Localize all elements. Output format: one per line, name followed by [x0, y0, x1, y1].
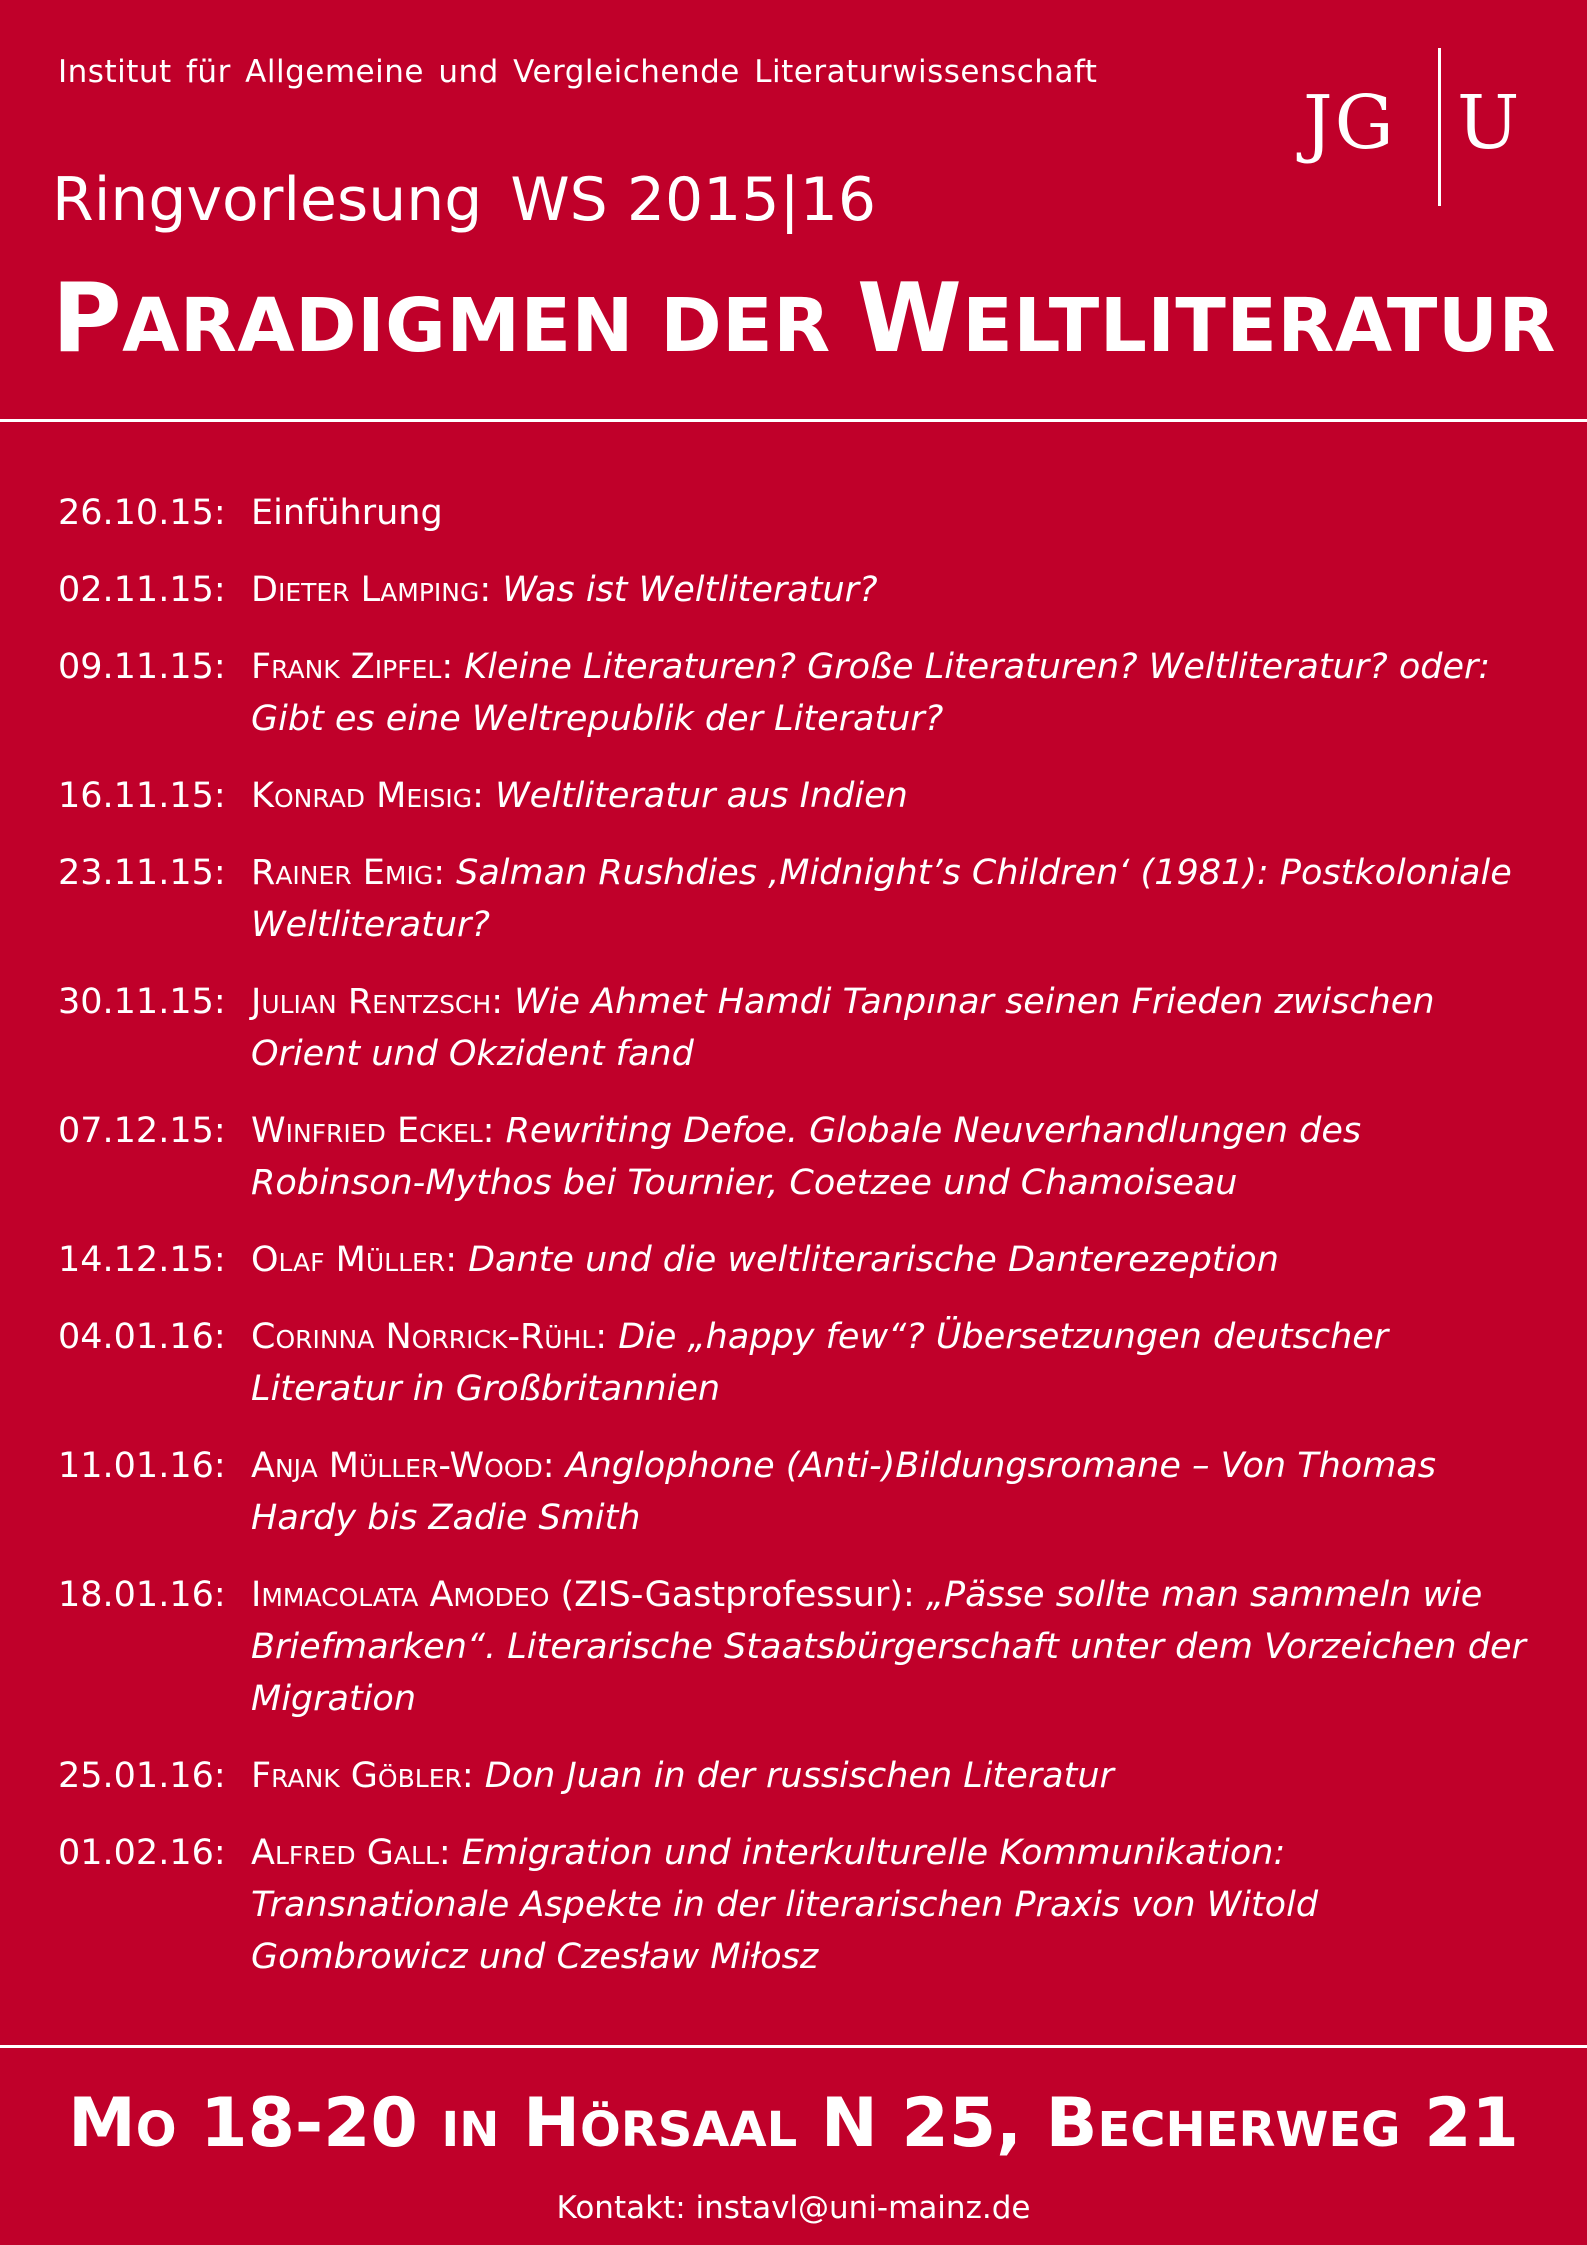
schedule-entry: [58, 1234, 1528, 1286]
entry-text: :: [441, 647, 465, 687]
entry-details: [251, 487, 1528, 539]
series-heading: [52, 165, 877, 235]
entry-title: Weltliteratur aus Indien: [495, 776, 908, 816]
entry-title: Wie Ahmet Hamdi Tanpınar seinen Frieden zwischen Orient und Okzident fand: [251, 982, 1435, 1074]
entry-date: 14.12.15:: [58, 1240, 226, 1280]
schedule-entry: [58, 770, 1528, 822]
entry-title: Kleine Literaturen? Große Literaturen? Weltliteratur? oder: Gibt es eine Weltrepublik der Literatur?: [251, 647, 1491, 739]
entry-details: [251, 564, 1528, 616]
entry-date: 04.01.16:: [58, 1317, 226, 1357]
entry-date: 16.11.15:: [58, 776, 226, 816]
schedule-entry: [58, 1569, 1528, 1725]
schedule-entry: [58, 1105, 1528, 1209]
entry-speaker: Olaf Müller: [251, 1240, 446, 1280]
schedule-entry: [58, 976, 1528, 1080]
venue-info: Mo 18-20 in Hörsaal N 25, Becherweg 21: [68, 2084, 1519, 2163]
semester-label: WS 2015|16: [510, 165, 877, 235]
entry-title: Rewriting Defoe. Globale Neuverhandlungen des Robinson-Mythos bei Tournier, Coetzee und Chamoiseau: [251, 1111, 1362, 1203]
entry-title: Die „happy few“? Übersetzungen deutscher Literatur in Großbritannien: [251, 1317, 1389, 1409]
entry-details: [251, 1750, 1528, 1802]
entry-text: :: [491, 982, 515, 1022]
entry-title: Dante und die weltliterarische Danterezeption: [468, 1240, 1279, 1280]
schedule-entry: [58, 1827, 1528, 1983]
schedule-entry: [58, 1750, 1528, 1802]
schedule-entry: [58, 1440, 1528, 1544]
schedule-entry: [58, 564, 1528, 616]
entry-details: [251, 1569, 1528, 1725]
entry-title: „Pässe sollte man sammeln wie Briefmarken“. Literarische Staatsbürgerschaft unter dem Vorzeichen der Migration: [251, 1575, 1526, 1719]
contact-info: Kontakt: instavl@uni-mainz.de: [556, 2190, 1031, 2226]
entry-speaker: Winfried Eckel: [251, 1111, 483, 1151]
entry-speaker: Rainer Emig: [251, 853, 434, 893]
entry-date: 11.01.16:: [58, 1446, 226, 1486]
title-initial-w: W: [856, 264, 963, 374]
entry-details: [251, 1827, 1528, 1983]
top-divider: [0, 419, 1587, 422]
entry-title: Salman Rushdies ‚Midnight’s Children‘ (1981): Postkoloniale Weltliteratur?: [251, 853, 1512, 945]
entry-speaker: Immacolata Amodeo: [251, 1575, 550, 1615]
entry-details: [251, 770, 1528, 822]
entry-text: (ZIS-Gastprofessur):: [549, 1575, 926, 1615]
entry-text: :: [445, 1240, 469, 1280]
lecture-schedule: [58, 487, 1528, 2008]
entry-title: Emigration und interkulturelle Kommunikation: Transnationale Aspekte in der literarischen Praxis von Witold Gombrowicz und Czesław Miłosz: [251, 1833, 1319, 1977]
entry-date: 23.11.15:: [58, 853, 226, 893]
entry-date: 02.11.15:: [58, 570, 226, 610]
entry-text: :: [438, 1833, 462, 1873]
entry-text: :: [479, 570, 503, 610]
logo-text-jg: JG: [1303, 80, 1396, 166]
entry-date: 18.01.16:: [58, 1575, 226, 1615]
entry-speaker: Frank Göbler: [251, 1756, 462, 1796]
schedule-entry: [58, 1311, 1528, 1415]
entry-details: [251, 976, 1528, 1080]
entry-details: [251, 847, 1528, 951]
entry-details: [251, 1311, 1528, 1415]
entry-details: [251, 1105, 1528, 1209]
entry-text: :: [461, 1756, 485, 1796]
title-rest-eltliteratur: ELTLITERATUR: [962, 283, 1556, 369]
logo-divider: [1438, 48, 1441, 206]
entry-date: 01.02.16:: [58, 1833, 226, 1873]
entry-text: :: [542, 1446, 566, 1486]
entry-speaker: Alfred Gall: [251, 1833, 439, 1873]
entry-speaker: Konrad Meisig: [251, 776, 473, 816]
entry-date: 26.10.15:: [58, 493, 226, 533]
entry-speaker: Anja Müller-Wood: [251, 1446, 543, 1486]
entry-text: :: [433, 853, 457, 893]
entry-date: 09.11.15:: [58, 647, 226, 687]
schedule-entry: [58, 847, 1528, 951]
title-initial-p: P: [52, 264, 123, 374]
entry-details: [251, 1234, 1528, 1286]
entry-title: Anglophone (Anti-)Bildungsromane – Von Thomas Hardy bis Zadie Smith: [251, 1446, 1436, 1538]
entry-text: :: [472, 776, 496, 816]
entry-date: 25.01.16:: [58, 1756, 226, 1796]
entry-title: Was ist Weltliteratur?: [502, 570, 878, 610]
jgu-logo: [1303, 48, 1520, 206]
entry-date: 07.12.15:: [58, 1111, 226, 1151]
entry-text: :: [595, 1317, 619, 1357]
entry-speaker: Frank Zipfel: [251, 647, 442, 687]
main-title: [52, 264, 1556, 374]
series-label: Ringvorlesung: [52, 165, 483, 235]
entry-text: :: [482, 1111, 506, 1151]
institute-name: Institut für Allgemeine und Vergleichende Literaturwissenschaft: [58, 54, 1098, 90]
title-rest-aradigmen: ARADIGMEN DER: [122, 283, 857, 369]
bottom-divider: [0, 2045, 1587, 2048]
schedule-entry: [58, 487, 1528, 539]
entry-date: 30.11.15:: [58, 982, 226, 1022]
entry-speaker: Dieter Lamping: [251, 570, 480, 610]
logo-text-u: U: [1457, 80, 1520, 166]
entry-speaker: Corinna Norrick-Rühl: [251, 1317, 596, 1357]
entry-speaker: Julian Rentzsch: [251, 982, 492, 1022]
entry-details: [251, 1440, 1528, 1544]
entry-text: Einführung: [251, 493, 443, 533]
schedule-entry: [58, 641, 1528, 745]
entry-title: Don Juan in der russischen Literatur: [484, 1756, 1114, 1796]
entry-details: [251, 641, 1528, 745]
